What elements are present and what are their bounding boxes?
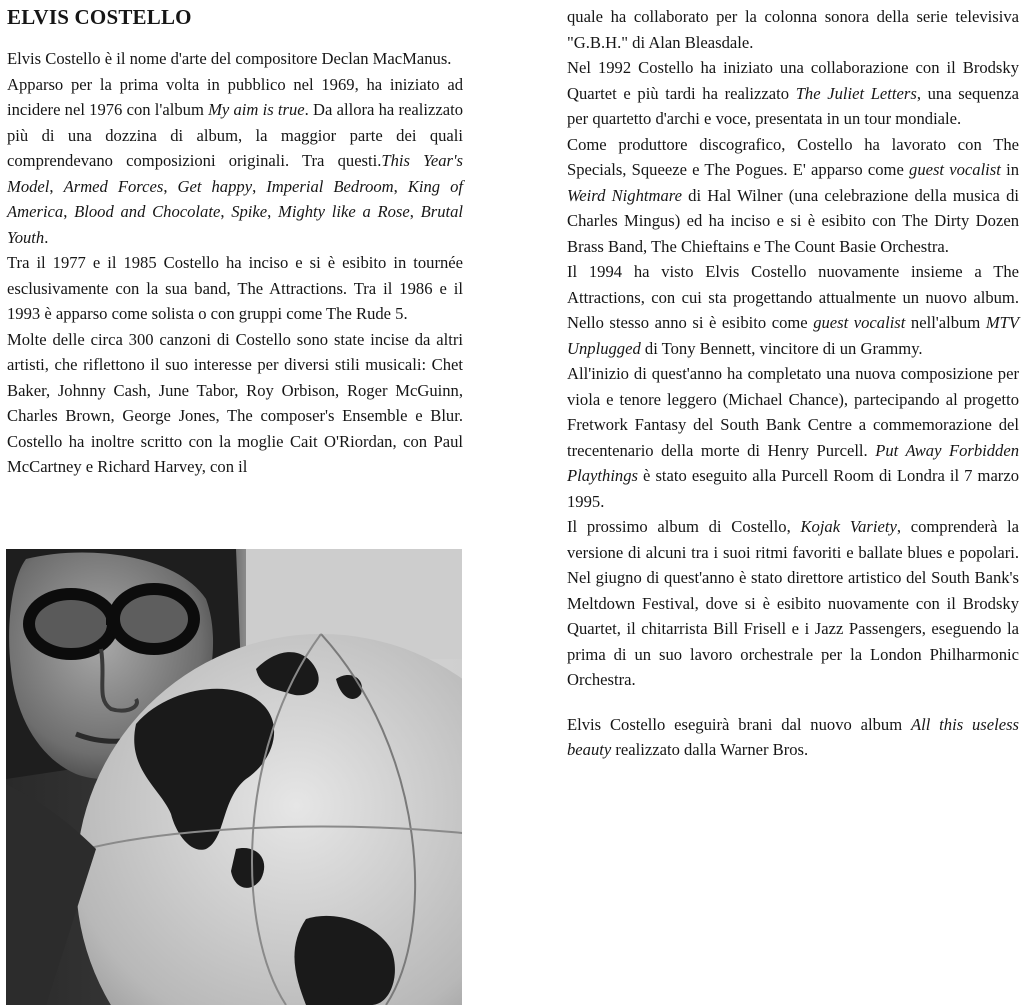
portrait-with-globe-photo (6, 549, 462, 1005)
italic-title: All this useless beauty (567, 714, 1020, 759)
italic-title: Kojak Variety (800, 517, 897, 536)
text-run: Tra il 1977 e il 1985 Costello ha inciso e si è esibito in tournée esclusivamente con la sua band, The Attractions. Tra il 1986 e il 1993 è apparso come solista o con gruppi come The Rude 5. (7, 253, 463, 323)
italic-title: Brutal Youth (7, 202, 464, 247)
paragraph (567, 4, 1019, 55)
photo-illustration (6, 549, 462, 1005)
italic-title: Blood and Chocolate (74, 202, 221, 221)
text-run: quale ha collaborato per la colonna sonora della serie televisiva "G.B.H." di Alan Bleasdale. (567, 7, 1019, 52)
paragraph (567, 361, 1019, 514)
text-run: realizzato dalla Warner Bros. (611, 740, 809, 759)
paragraph (7, 327, 463, 480)
text-run: , (393, 176, 408, 196)
text-run: Il 1994 ha visto Elvis Costello nuovamente insieme a The Attractions, con cui sta progettando attualmente un nuovo album. Nello stesso anno si è esibito come (567, 262, 1019, 332)
text-run: , (220, 202, 232, 221)
italic-title: Get happy (177, 176, 253, 196)
paragraph (7, 46, 463, 72)
text-run: , comprenderà la versione di alcuni tra i suoi ritmi favoriti e ballate blues e popolari. Nel giugno di quest'anno è stato direttore artistico del South Bank's Meltdown Festival, dove si è esibito nuovamente con il Brodsky Quartet, il chitarrista Bill Frisell e i Jazz Passengers, eseguendo la prima di un suo lavoro orchestrale per la London Philharmonic Orchestra. (567, 517, 1020, 689)
italic-title: Spike (231, 202, 268, 221)
text-run: . (44, 227, 49, 247)
italic-title: Mighty like a Rose (278, 202, 410, 221)
paragraph (567, 132, 1019, 260)
paragraph (567, 259, 1019, 361)
text-run: Apparso per la prima volta in pubblico nel 1969, ha iniziato ad incidere nel 1976 con l'album (7, 74, 463, 119)
italic-title: My aim is true (208, 100, 305, 119)
italic-title: King of America (7, 176, 464, 221)
text-run: Elvis Costello è il nome d'arte del compositore Declan MacManus. (7, 49, 452, 68)
text-run: , (49, 176, 64, 196)
italic-title: Armed Forces (63, 176, 164, 196)
italic-title: Put Away Forbidden Playthings (567, 440, 1020, 485)
right-column (567, 0, 1019, 763)
text-run: All'inizio di quest'anno ha completato una nuova composizione per viola e tenore leggero (Michael Chance), partecipando al progetto Fretwork Fantasy del South Bank Centre a commemorazione del trecentenario della morte di Henry Purcell. (567, 364, 1019, 460)
text-run: Molte delle circa 300 canzoni di Costello sono state incise da altri artisti, che riflettono il suo interesse per diversi stili musicali: Chet Baker, Johnny Cash, June Tabor, Roy Orbison, Roger McGuinn, Charles Brown, George Jones, The composer's Ensemble e Blur. Costello ha inoltre scritto con la moglie Cait O'Riordan, con Paul McCartney e Richard Harvey, con il (7, 329, 463, 476)
paragraph (7, 250, 463, 327)
paragraph (567, 55, 1019, 132)
text-run: Come produttore discografico, Costello ha lavorato con The Specials, Squeeze e The Pogues. E' apparso come (567, 134, 1019, 179)
text-run: Il prossimo album di Costello, (567, 517, 801, 536)
article-title: ELVIS COSTELLO (7, 5, 192, 29)
right-column-text (567, 4, 1019, 763)
italic-title: guest vocalist (909, 160, 1001, 179)
paragraph (567, 514, 1019, 693)
left-column (7, 0, 463, 480)
left-column-text (7, 46, 463, 480)
text-run: , (63, 202, 75, 221)
text-run: Nel 1992 Costello ha iniziato una collaborazione con il Brodsky Quartet e più tardi ha realizzato (567, 58, 1019, 103)
text-run: Elvis Costello eseguirà brani dal nuovo album (567, 714, 911, 734)
paragraph (7, 72, 463, 251)
italic-title: This Year's Model (7, 151, 463, 196)
text-run: di Hal Wilner (una celebrazione della musica di Charles Mingus) ed ha inciso e si è esibito con The Dirty Dozen Brass Band, The Chieftains e The Count Basie Orchestra. (567, 185, 1019, 256)
text-run: , (252, 176, 267, 196)
text-run: , (409, 202, 421, 221)
italic-title: Imperial Bedroom (266, 176, 394, 196)
text-run: di Tony Bennett, vincitore di un Grammy. (640, 338, 923, 358)
text-run: , (267, 202, 279, 221)
paragraph (567, 712, 1019, 763)
italic-title: Weird Nightmare (567, 185, 682, 205)
italic-title: The Juliet Letters (795, 83, 917, 103)
italic-title: guest vocalist (813, 313, 906, 332)
text-run: , (163, 176, 178, 196)
italic-title: MTV Unplugged (567, 313, 1019, 358)
text-run: in (1000, 160, 1019, 179)
text-run: nell'album (905, 313, 986, 332)
text-run: . Da allora ha realizzato più di una dozzina di album, la maggior parte dei quali comprendevano composizioni originali. Tra questi. (7, 100, 463, 170)
text-run: è stato eseguito alla Purcell Room di Londra il 7 marzo 1995. (567, 466, 1019, 511)
text-run: , una sequenza per quartetto d'archi e voce, presentata in un tour mondiale. (567, 83, 1019, 128)
